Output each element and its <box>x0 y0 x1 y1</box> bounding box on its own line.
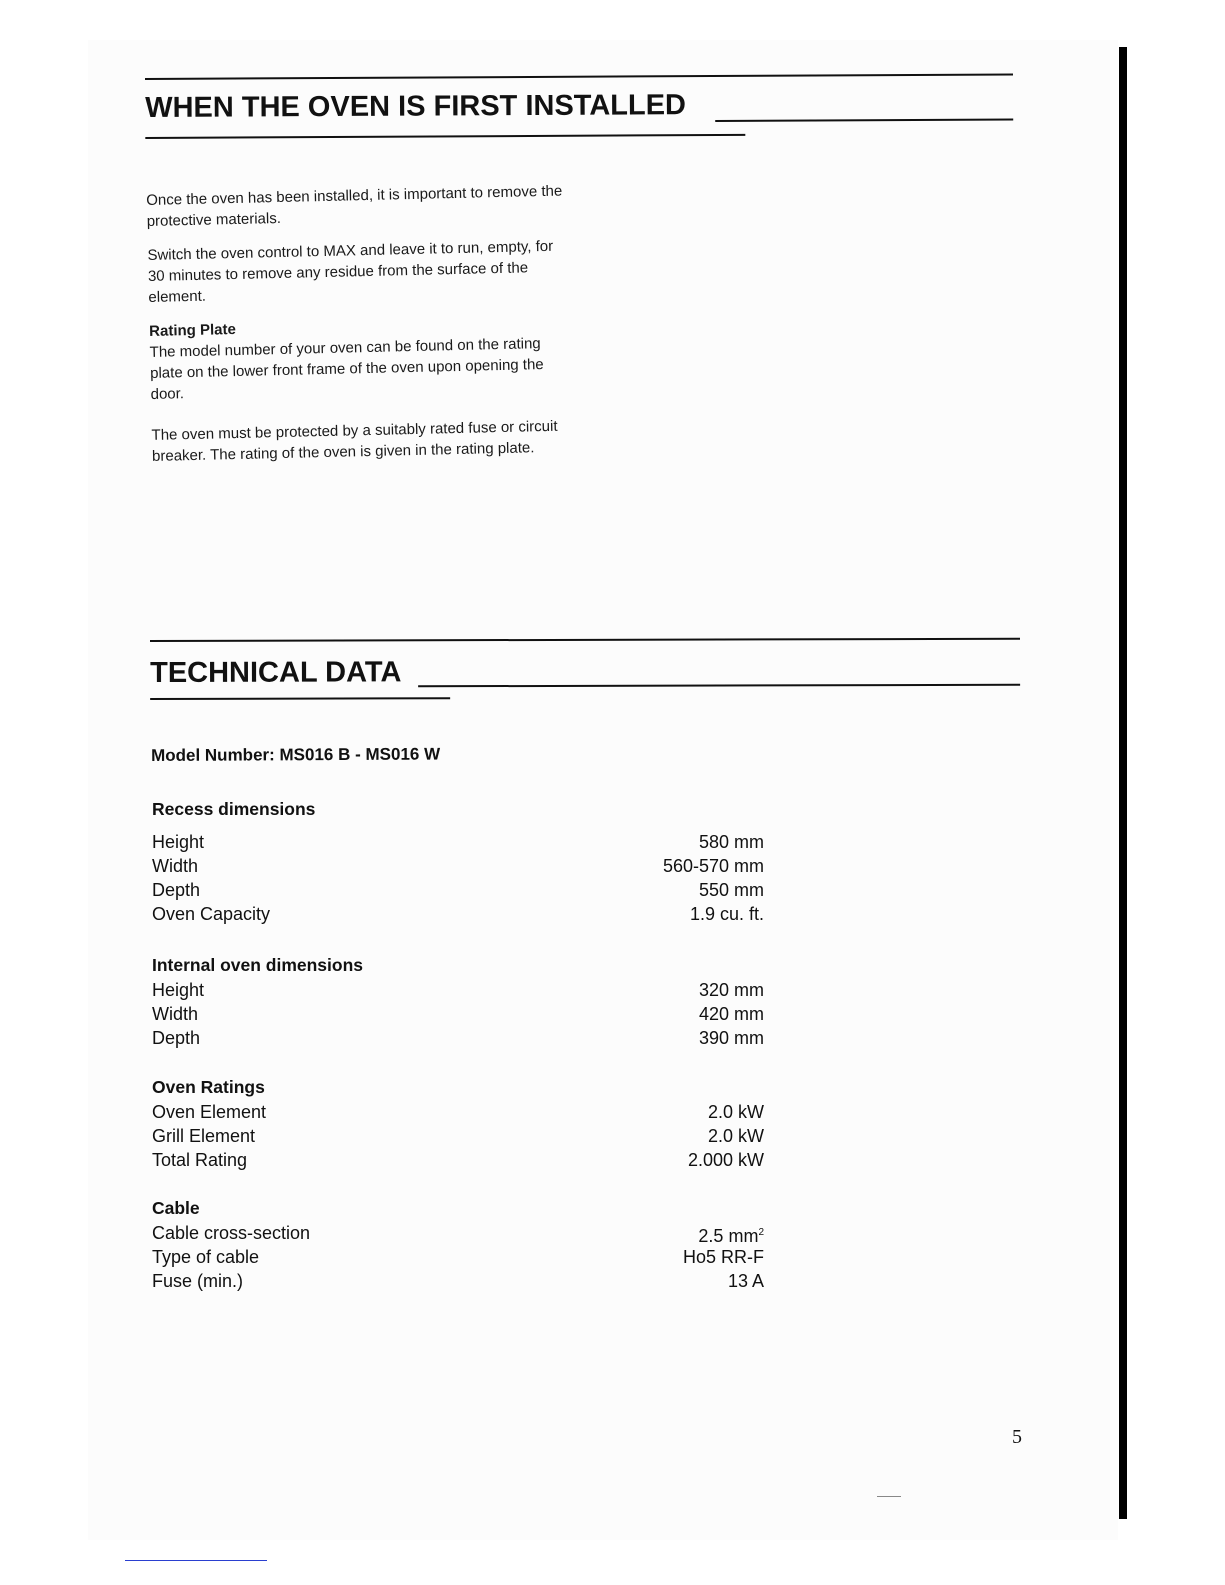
spec-label: Oven Element <box>152 1102 267 1122</box>
spec-label: Height <box>152 832 205 852</box>
spec-value: 320 mm <box>698 980 764 1000</box>
model-number: Model Number: MS016 B - MS016 W <box>151 744 441 765</box>
install-paragraph-2: Switch the oven control to MAX and leave it to run, empty, for 30 minutes to remove any residue from the surface of the element. <box>147 237 554 306</box>
fuse-paragraph: The oven must be protected by a suitably rated fuse or circuit breaker. The rating of the oven is given in the rating plate. <box>151 417 558 465</box>
spec-row <box>152 1245 764 1269</box>
spec-row <box>152 878 764 902</box>
spec-label: Fuse (min.) <box>152 1271 244 1291</box>
spec-value: 2.0 kW <box>707 1102 764 1122</box>
spec-value: 1.9 cu. ft. <box>689 904 764 924</box>
spec-row <box>152 1269 764 1293</box>
spec-label: Depth <box>152 880 201 900</box>
spec-row <box>152 978 764 1002</box>
spec-label: Cable cross-section <box>152 1223 311 1243</box>
spec-value: 550 mm <box>698 880 764 900</box>
binding-edge-bar <box>1119 47 1127 1519</box>
spec-value: 2.0 kW <box>707 1126 764 1146</box>
spec-value: 390 mm <box>698 1028 764 1048</box>
oven-ratings-group <box>152 1074 764 1172</box>
spec-row <box>152 1221 764 1245</box>
spec-row <box>152 1148 764 1172</box>
spec-label: Oven Capacity <box>152 904 271 924</box>
spec-value: 13 A <box>727 1271 764 1291</box>
header-rule-bottom-right <box>418 684 1020 688</box>
spec-label: Total Rating <box>152 1150 248 1170</box>
spec-label: Width <box>152 1004 199 1024</box>
internal-dimensions-heading: Internal oven dimensions <box>152 955 364 975</box>
scan-speck <box>877 1496 901 1497</box>
spec-row <box>152 830 764 854</box>
install-paragraph-1: Once the oven has been installed, it is important to remove the protective materials. <box>146 182 563 230</box>
internal-dimensions-group <box>152 952 764 1050</box>
spec-label: Type of cable <box>152 1247 260 1267</box>
recess-dimensions-heading: Recess dimensions <box>152 799 316 819</box>
cable-group <box>152 1195 764 1293</box>
spec-row <box>152 902 764 926</box>
page-number: 5 <box>1012 1426 1022 1448</box>
install-instructions <box>146 180 572 479</box>
technical-section-header <box>150 638 1020 710</box>
rating-plate-paragraph: The model number of your oven can be found on the rating plate on the lower front frame of the oven upon opening the door. <box>149 335 544 403</box>
spec-label: Depth <box>152 1028 201 1048</box>
spec-label: Grill Element <box>152 1126 256 1146</box>
spec-value: 2.000 kW <box>687 1150 764 1170</box>
spec-value-text: 2.5 mm <box>698 1226 759 1246</box>
spec-label: Width <box>152 856 199 876</box>
spec-row <box>152 1100 764 1124</box>
header-rule-bottom-left <box>150 697 450 700</box>
spec-row <box>152 1124 764 1148</box>
header-rule-bottom-right <box>715 118 1013 122</box>
rating-plate-heading: Rating Plate <box>149 320 237 340</box>
spec-value: 420 mm <box>698 1004 764 1024</box>
spec-label: Height <box>152 980 205 1000</box>
spec-row <box>152 1026 764 1050</box>
technical-section-title: TECHNICAL DATA <box>150 656 402 689</box>
install-section-title: WHEN THE OVEN IS FIRST INSTALLED <box>145 89 687 124</box>
bottom-link-underline <box>125 1560 267 1561</box>
spec-value <box>698 1221 764 1248</box>
spec-row <box>152 1002 764 1026</box>
superscript: 2 <box>758 1227 764 1238</box>
recess-dimensions-group <box>152 796 764 926</box>
spec-value: Ho5 RR-F <box>682 1247 764 1267</box>
spec-row <box>152 854 764 878</box>
spec-value: 560-570 mm <box>662 856 764 876</box>
header-rule-bottom-left <box>145 134 745 139</box>
spec-value: 580 mm <box>698 832 764 852</box>
cable-heading: Cable <box>152 1198 200 1218</box>
oven-ratings-heading: Oven Ratings <box>152 1077 265 1097</box>
install-section-header <box>145 73 1015 148</box>
